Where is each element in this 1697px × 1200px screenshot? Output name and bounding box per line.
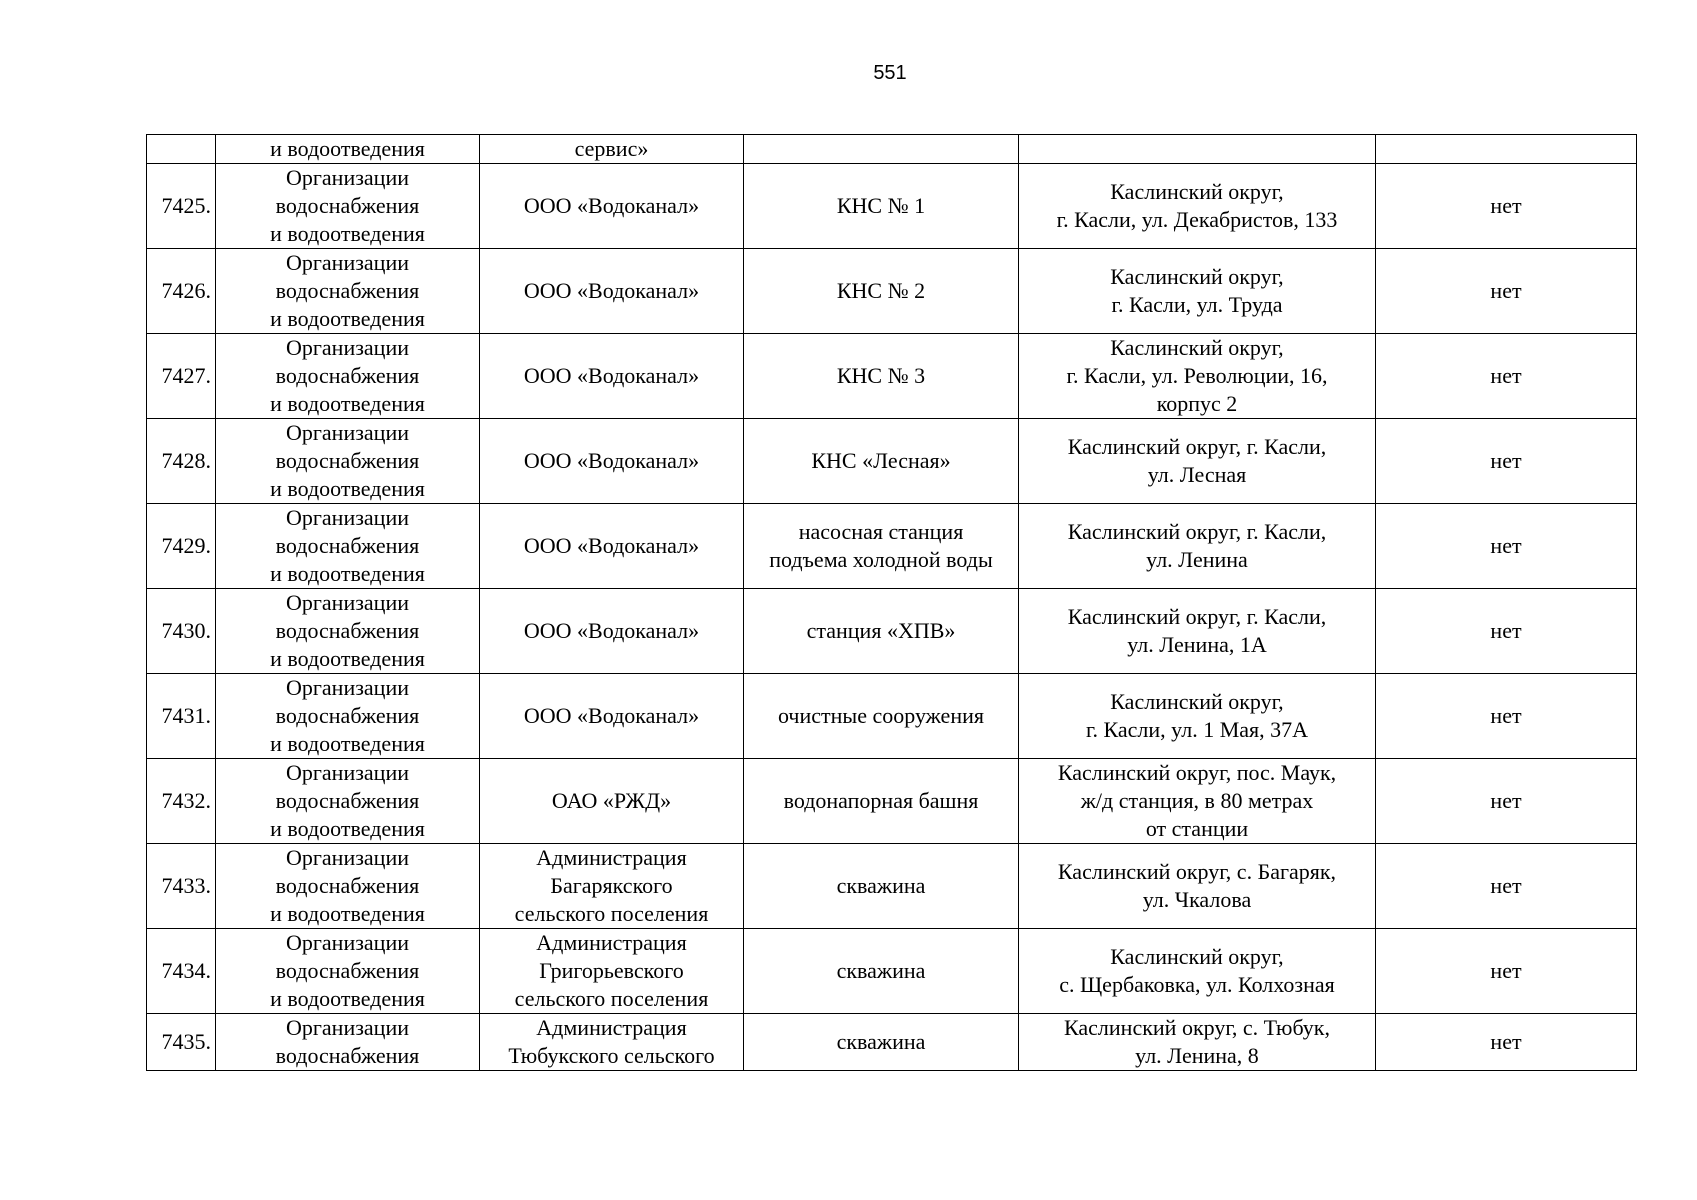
cell-line: ж/д станция, в 80 метрах bbox=[1080, 788, 1314, 813]
table-row bbox=[147, 674, 1637, 759]
cell-address bbox=[1019, 419, 1376, 504]
cell-line: г. Касли, ул. 1 Мая, 37А bbox=[1085, 717, 1309, 742]
cell-line: станция «ХПВ» bbox=[806, 618, 956, 643]
cell-line: Каслинский округ, bbox=[1110, 944, 1284, 969]
cell-number bbox=[147, 135, 216, 164]
cell-number: 7432. bbox=[147, 759, 216, 844]
cell-category bbox=[216, 844, 480, 929]
cell-line: ул. Лесная bbox=[1147, 462, 1247, 487]
cell-status: нет bbox=[1376, 844, 1637, 929]
cell-line: Каслинский округ, bbox=[1110, 335, 1284, 360]
table-row-continuation bbox=[147, 135, 1637, 164]
cell-line: насосная станция bbox=[798, 519, 964, 544]
cell-line: КНС № 2 bbox=[836, 278, 926, 303]
cell-line: водоснабжения bbox=[275, 533, 420, 558]
cell-line: и водоотведения bbox=[270, 901, 425, 926]
cell-line: Организации bbox=[286, 250, 409, 275]
cell-line: г. Касли, ул. Труда bbox=[1111, 292, 1283, 317]
cell-address bbox=[1019, 674, 1376, 759]
cell-line: ООО «Водоканал» bbox=[523, 363, 700, 388]
cell-line: ООО «Водоканал» bbox=[523, 193, 700, 218]
cell-line: и водоотведения bbox=[270, 476, 425, 501]
cell-line: водоснабжения bbox=[275, 618, 420, 643]
cell-object bbox=[744, 1014, 1019, 1071]
cell-status: нет bbox=[1376, 504, 1637, 589]
cell-line: водоснабжения bbox=[275, 958, 420, 983]
cell-object bbox=[744, 249, 1019, 334]
cell-line: Организации bbox=[286, 760, 409, 785]
cell-organization bbox=[480, 504, 744, 589]
cell-line: г. Касли, ул. Революции, 16, bbox=[1066, 363, 1328, 388]
cell-status: нет bbox=[1376, 249, 1637, 334]
cell-address bbox=[1019, 1014, 1376, 1071]
cell-object bbox=[744, 334, 1019, 419]
cell-line: КНС № 1 bbox=[836, 193, 926, 218]
cell-address bbox=[1019, 334, 1376, 419]
cell-line: Каслинский округ, bbox=[1110, 264, 1284, 289]
cell-line: водонапорная башня bbox=[783, 788, 979, 813]
cell-number: 7434. bbox=[147, 929, 216, 1014]
cell-organization bbox=[480, 419, 744, 504]
cell-status: нет bbox=[1376, 1014, 1637, 1071]
cell-status: нет bbox=[1376, 674, 1637, 759]
cell-address bbox=[1019, 164, 1376, 249]
cell-line: Григорьевского bbox=[539, 958, 684, 983]
cell-line: Администрация bbox=[536, 1015, 687, 1040]
cell-number: 7425. bbox=[147, 164, 216, 249]
cell-line: скважина bbox=[836, 958, 926, 983]
cell-organization bbox=[480, 334, 744, 419]
cell-category bbox=[216, 419, 480, 504]
cell-line: водоснабжения bbox=[275, 363, 420, 388]
cell-line: и водоотведения bbox=[270, 731, 425, 756]
cell-line: ОАО «РЖД» bbox=[551, 788, 672, 813]
cell-status: нет bbox=[1376, 759, 1637, 844]
cell-line: водоснабжения bbox=[275, 193, 420, 218]
cell-line: Администрация bbox=[536, 930, 687, 955]
cell-object bbox=[744, 135, 1019, 164]
table-row bbox=[147, 419, 1637, 504]
cell-line: Организации bbox=[286, 335, 409, 360]
cell-line: ООО «Водоканал» bbox=[523, 618, 700, 643]
cell-organization bbox=[480, 674, 744, 759]
cell-line: и водоотведения bbox=[270, 986, 425, 1011]
cell-number: 7435. bbox=[147, 1014, 216, 1071]
cell-category bbox=[216, 759, 480, 844]
cell-line: Организации bbox=[286, 845, 409, 870]
cell-line: Каслинский округ, с. Багаряк, bbox=[1057, 859, 1337, 884]
table-row bbox=[147, 164, 1637, 249]
cell-line: Организации bbox=[286, 420, 409, 445]
cell-line: ООО «Водоканал» bbox=[523, 278, 700, 303]
cell-line: Каслинский округ, г. Касли, bbox=[1067, 519, 1327, 544]
cell-line: корпус 2 bbox=[1156, 391, 1238, 416]
cell-organization bbox=[480, 759, 744, 844]
cell-status: нет bbox=[1376, 164, 1637, 249]
table-row bbox=[147, 759, 1637, 844]
cell-line: водоснабжения bbox=[275, 448, 420, 473]
cell-line: КНС № 3 bbox=[836, 363, 926, 388]
cell-organization bbox=[480, 844, 744, 929]
cell-line: ул. Ленина bbox=[1146, 547, 1248, 572]
table-row bbox=[147, 844, 1637, 929]
table-row bbox=[147, 1014, 1637, 1071]
cell-organization bbox=[480, 929, 744, 1014]
cell-line: водоснабжения bbox=[275, 703, 420, 728]
table-row bbox=[147, 249, 1637, 334]
cell-number: 7429. bbox=[147, 504, 216, 589]
cell-category bbox=[216, 1014, 480, 1071]
cell-line: Каслинский округ, bbox=[1110, 689, 1284, 714]
cell-line: ул. Ленина, 1А bbox=[1127, 632, 1267, 657]
cell-line: г. Касли, ул. Декабристов, 133 bbox=[1056, 207, 1338, 232]
cell-line: Багарякского bbox=[550, 873, 673, 898]
cell-line: Каслинский округ, г. Касли, bbox=[1067, 434, 1327, 459]
cell-address bbox=[1019, 135, 1376, 164]
cell-object bbox=[744, 929, 1019, 1014]
cell-line: и водоотведения bbox=[270, 221, 425, 246]
cell-line: ООО «Водоканал» bbox=[523, 533, 700, 558]
cell-object bbox=[744, 589, 1019, 674]
cell-status: нет bbox=[1376, 334, 1637, 419]
cell-status: нет bbox=[1376, 929, 1637, 1014]
page-number: 551 bbox=[873, 62, 907, 84]
cell-number: 7431. bbox=[147, 674, 216, 759]
cell-line: и водоотведения bbox=[270, 816, 425, 841]
cell-line: Администрация bbox=[536, 845, 687, 870]
cell-category bbox=[216, 249, 480, 334]
cell-organization: сервис» bbox=[480, 135, 744, 164]
cell-organization bbox=[480, 164, 744, 249]
table-row bbox=[147, 504, 1637, 589]
cell-status: нет bbox=[1376, 419, 1637, 504]
cell-line: сельского поселения bbox=[514, 986, 709, 1011]
cell-line: скважина bbox=[836, 873, 926, 898]
cell-line: водоснабжения bbox=[275, 788, 420, 813]
cell-object bbox=[744, 419, 1019, 504]
cell-line: сельского поселения bbox=[514, 901, 709, 926]
table-row bbox=[147, 929, 1637, 1014]
cell-status bbox=[1376, 135, 1637, 164]
cell-line: Каслинский округ, bbox=[1110, 179, 1284, 204]
cell-status: нет bbox=[1376, 589, 1637, 674]
cell-category bbox=[216, 504, 480, 589]
cell-organization bbox=[480, 249, 744, 334]
cell-line: от станции bbox=[1145, 816, 1249, 841]
cell-line: и водоотведения bbox=[270, 391, 425, 416]
cell-line: Организации bbox=[286, 505, 409, 530]
registry-table-body bbox=[147, 135, 1637, 1071]
cell-category bbox=[216, 589, 480, 674]
cell-line: подъема холодной воды bbox=[769, 547, 993, 572]
cell-line: с. Щербаковка, ул. Колхозная bbox=[1059, 972, 1335, 997]
cell-number: 7426. bbox=[147, 249, 216, 334]
cell-line: очистные сооружения bbox=[778, 703, 984, 728]
cell-number: 7430. bbox=[147, 589, 216, 674]
registry-table bbox=[146, 134, 1637, 1071]
cell-number: 7433. bbox=[147, 844, 216, 929]
cell-category: и водоотведения bbox=[216, 135, 480, 164]
cell-category bbox=[216, 674, 480, 759]
cell-line: ООО «Водоканал» bbox=[523, 703, 700, 728]
cell-line: Организации bbox=[286, 165, 409, 190]
cell-address bbox=[1019, 504, 1376, 589]
cell-line: Организации bbox=[286, 590, 409, 615]
cell-address bbox=[1019, 589, 1376, 674]
cell-line: и водоотведения bbox=[270, 646, 425, 671]
cell-category bbox=[216, 929, 480, 1014]
cell-line: Организации bbox=[286, 1015, 409, 1040]
cell-object bbox=[744, 504, 1019, 589]
cell-line: водоснабжения bbox=[275, 278, 420, 303]
cell-category bbox=[216, 334, 480, 419]
cell-line: КНС «Лесная» bbox=[811, 448, 951, 473]
cell-line: ул. Чкалова bbox=[1142, 887, 1252, 912]
cell-line: скважина bbox=[836, 1029, 926, 1054]
cell-line: ул. Ленина, 8 bbox=[1135, 1043, 1259, 1068]
cell-organization bbox=[480, 1014, 744, 1071]
cell-address bbox=[1019, 759, 1376, 844]
cell-address bbox=[1019, 249, 1376, 334]
cell-line: ООО «Водоканал» bbox=[523, 448, 700, 473]
cell-line: Организации bbox=[286, 930, 409, 955]
cell-number: 7427. bbox=[147, 334, 216, 419]
cell-line: водоснабжения bbox=[275, 1043, 420, 1068]
cell-object bbox=[744, 759, 1019, 844]
cell-address bbox=[1019, 844, 1376, 929]
cell-object bbox=[744, 164, 1019, 249]
cell-line: и водоотведения bbox=[270, 561, 425, 586]
cell-line: Организации bbox=[286, 675, 409, 700]
cell-object bbox=[744, 674, 1019, 759]
cell-line: Каслинский округ, г. Касли, bbox=[1067, 604, 1327, 629]
table-row bbox=[147, 334, 1637, 419]
cell-line: Тюбукского сельского bbox=[508, 1043, 715, 1068]
cell-number: 7428. bbox=[147, 419, 216, 504]
cell-line: и водоотведения bbox=[270, 306, 425, 331]
cell-object bbox=[744, 844, 1019, 929]
table-row bbox=[147, 589, 1637, 674]
cell-category bbox=[216, 164, 480, 249]
cell-line: Каслинский округ, с. Тюбук, bbox=[1064, 1015, 1330, 1040]
cell-line: Каслинский округ, пос. Маук, bbox=[1057, 760, 1337, 785]
cell-line: водоснабжения bbox=[275, 873, 420, 898]
cell-address bbox=[1019, 929, 1376, 1014]
cell-organization bbox=[480, 589, 744, 674]
